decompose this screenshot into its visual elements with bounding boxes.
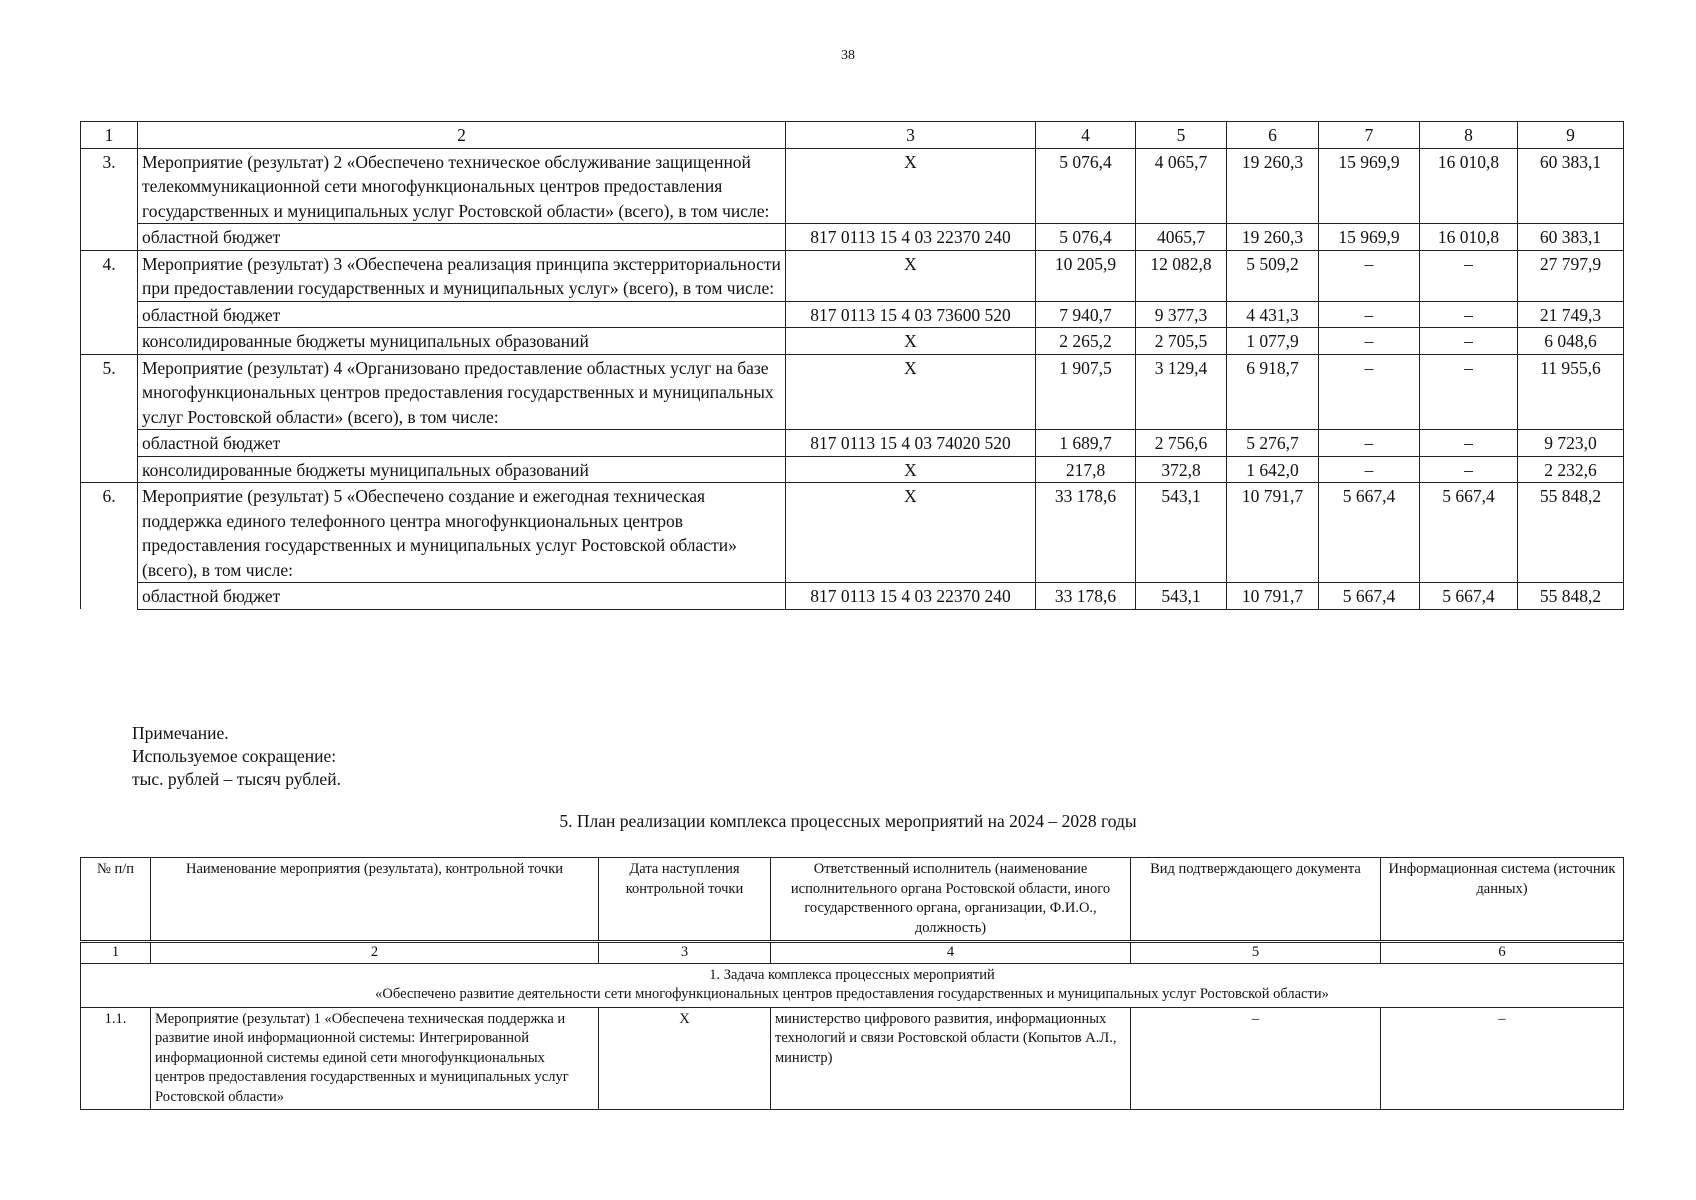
- source-row: [81, 301, 1624, 328]
- budget-code: X: [786, 354, 1036, 430]
- amount-cell: 15 969,9: [1319, 224, 1420, 251]
- column-number: 6: [1381, 942, 1624, 964]
- amount-cell: 4065,7: [1136, 224, 1227, 251]
- amount-cell: –: [1319, 328, 1420, 355]
- funding-source: областной бюджет: [138, 430, 786, 457]
- amount-cell: 2 756,6: [1136, 430, 1227, 457]
- activity-row: [81, 250, 1624, 301]
- control-date: X: [599, 1007, 771, 1110]
- funding-source: областной бюджет: [138, 301, 786, 328]
- header-cell: № п/п: [81, 858, 151, 942]
- row-index: 5.: [81, 354, 138, 483]
- amount-cell: 9 723,0: [1518, 430, 1624, 457]
- source-row: [81, 224, 1624, 251]
- amount-cell: 4 065,7: [1136, 148, 1227, 224]
- amount-cell: 3 129,4: [1136, 354, 1227, 430]
- amount-cell: 6 048,6: [1518, 328, 1624, 355]
- amount-cell: 1 689,7: [1036, 430, 1136, 457]
- amount-cell: 217,8: [1036, 456, 1136, 483]
- amount-cell: 33 178,6: [1036, 483, 1136, 583]
- funding-source: областной бюджет: [138, 224, 786, 251]
- source-row: [81, 583, 1624, 610]
- plan-column-number-row: [81, 942, 1624, 964]
- activity-row: [81, 148, 1624, 224]
- amount-cell: 1 642,0: [1227, 456, 1319, 483]
- task-row: [81, 963, 1624, 1007]
- task-cell: [81, 963, 1624, 1007]
- amount-cell: 10 791,7: [1227, 483, 1319, 583]
- amount-cell: 33 178,6: [1036, 583, 1136, 610]
- column-number: 2: [138, 122, 786, 149]
- column-number: 1: [81, 122, 138, 149]
- amount-cell: 11 955,6: [1518, 354, 1624, 430]
- amount-cell: 27 797,9: [1518, 250, 1624, 301]
- source-row: [81, 430, 1624, 457]
- budget-code: 817 0113 15 4 03 22370 240: [786, 224, 1036, 251]
- page-number: 38: [841, 48, 855, 63]
- amount-cell: 19 260,3: [1227, 148, 1319, 224]
- row-number: 1.1.: [81, 1007, 151, 1110]
- column-number: 5: [1131, 942, 1381, 964]
- note-title: Примечание.: [132, 723, 229, 743]
- amount-cell: 16 010,8: [1420, 224, 1518, 251]
- amount-cell: 5 509,2: [1227, 250, 1319, 301]
- amount-cell: 55 848,2: [1518, 583, 1624, 610]
- row-index: 3.: [81, 148, 138, 250]
- amount-cell: 2 232,6: [1518, 456, 1624, 483]
- amount-cell: –: [1420, 354, 1518, 430]
- plan-table: [80, 857, 1624, 1110]
- column-number: 2: [151, 942, 599, 964]
- activity-name: Мероприятие (результат) 2 «Обеспечено техническое обслуживание защищенной телекоммуникационной сети многофункциональных центров предоставления государственных и муниципальных услуг Ростовской области» (всего), в том числе:: [138, 148, 786, 224]
- amount-cell: 5 667,4: [1319, 483, 1420, 583]
- plan-row: [81, 1007, 1624, 1110]
- amount-cell: –: [1420, 250, 1518, 301]
- amount-cell: 4 431,3: [1227, 301, 1319, 328]
- budget-code: 817 0113 15 4 03 22370 240: [786, 583, 1036, 610]
- amount-cell: –: [1319, 301, 1420, 328]
- amount-cell: 5 076,4: [1036, 224, 1136, 251]
- amount-cell: 15 969,9: [1319, 148, 1420, 224]
- amount-cell: 9 377,3: [1136, 301, 1227, 328]
- note-line: Используемое сокращение:: [132, 746, 337, 766]
- amount-cell: 60 383,1: [1518, 148, 1624, 224]
- activity-name: Мероприятие (результат) 3 «Обеспечена реализация принципа экстерриториальности при предоставлении государственных и муниципальных услуг» (всего), в том числе:: [138, 250, 786, 301]
- funding-source: консолидированные бюджеты муниципальных образований: [138, 328, 786, 355]
- budget-code: 817 0113 15 4 03 73600 520: [786, 301, 1036, 328]
- row-index: 6.: [81, 483, 138, 610]
- header-cell: Наименование мероприятия (результата), контрольной точки: [151, 858, 599, 942]
- budget-header-row: [81, 122, 1624, 149]
- header-cell: Ответственный исполнитель (наименование исполнительного органа Ростовской области, иного государственного органа, организации, Ф.И.О., должность): [771, 858, 1131, 942]
- responsible-executor: министерство цифрового развития, информационных технологий и связи Ростовской области (Копытов А.Л., министр): [771, 1007, 1131, 1110]
- amount-cell: 7 940,7: [1036, 301, 1136, 328]
- section-title: 5. План реализации комплекса процессных мероприятий на 2024 – 2028 годы: [559, 811, 1137, 831]
- column-number: 4: [771, 942, 1131, 964]
- activity-name: Мероприятие (результат) 1 «Обеспечена техническая поддержка и развитие иной информационной системы: Интегрированной информационной системы единой сети многофункциональных центров предоставления государственных и муниципальных услуг Ростовской области»: [151, 1007, 599, 1110]
- budget-code: X: [786, 456, 1036, 483]
- amount-cell: 2 265,2: [1036, 328, 1136, 355]
- information-system: –: [1381, 1007, 1624, 1110]
- activity-row: [81, 483, 1624, 583]
- column-number: 1: [81, 942, 151, 964]
- column-number: 5: [1136, 122, 1227, 149]
- budget-code: 817 0113 15 4 03 74020 520: [786, 430, 1036, 457]
- amount-cell: 372,8: [1136, 456, 1227, 483]
- amount-cell: 543,1: [1136, 583, 1227, 610]
- budget-table: [80, 121, 1624, 610]
- column-number: 3: [599, 942, 771, 964]
- amount-cell: 5 667,4: [1319, 583, 1420, 610]
- amount-cell: –: [1319, 456, 1420, 483]
- activity-name: Мероприятие (результат) 4 «Организовано предоставление областных услуг на базе многофункциональных центров предоставления государственных и муниципальных услуг Ростовской области» (всего), в том числе:: [138, 354, 786, 430]
- amount-cell: 5 667,4: [1420, 483, 1518, 583]
- amount-cell: 6 918,7: [1227, 354, 1319, 430]
- column-number: 6: [1227, 122, 1319, 149]
- budget-code: X: [786, 328, 1036, 355]
- amount-cell: –: [1420, 328, 1518, 355]
- amount-cell: 55 848,2: [1518, 483, 1624, 583]
- task-title: 1. Задача комплекса процессных мероприятий: [709, 966, 995, 983]
- amount-cell: 5 276,7: [1227, 430, 1319, 457]
- amount-cell: 10 791,7: [1227, 583, 1319, 610]
- amount-cell: 5 076,4: [1036, 148, 1136, 224]
- amount-cell: 16 010,8: [1420, 148, 1518, 224]
- column-number: 9: [1518, 122, 1624, 149]
- amount-cell: 1 077,9: [1227, 328, 1319, 355]
- amount-cell: 12 082,8: [1136, 250, 1227, 301]
- column-number: 7: [1319, 122, 1420, 149]
- amount-cell: –: [1420, 456, 1518, 483]
- confirming-document: –: [1131, 1007, 1381, 1110]
- plan-header-row: [81, 858, 1624, 942]
- amount-cell: 60 383,1: [1518, 224, 1624, 251]
- budget-code: X: [786, 148, 1036, 224]
- amount-cell: 19 260,3: [1227, 224, 1319, 251]
- header-cell: Вид подтверждающего документа: [1131, 858, 1381, 942]
- amount-cell: 2 705,5: [1136, 328, 1227, 355]
- amount-cell: –: [1420, 430, 1518, 457]
- funding-source: консолидированные бюджеты муниципальных образований: [138, 456, 786, 483]
- task-description: «Обеспечено развитие деятельности сети многофункциональных центров предоставления государственных и муниципальных услуг Ростовской области»: [375, 986, 1329, 1002]
- budget-code: X: [786, 250, 1036, 301]
- funding-source: областной бюджет: [138, 583, 786, 610]
- source-row: [81, 456, 1624, 483]
- activity-name: Мероприятие (результат) 5 «Обеспечено создание и ежегодная техническая поддержка единого телефонного центра многофункциональных центров предоставления государственных и муниципальных услуг Ростовской области» (всего), в том числе:: [138, 483, 786, 583]
- amount-cell: –: [1319, 430, 1420, 457]
- header-cell: Дата наступления контрольной точки: [599, 858, 771, 942]
- activity-row: [81, 354, 1624, 430]
- source-row: [81, 328, 1624, 355]
- column-number: 8: [1420, 122, 1518, 149]
- amount-cell: 10 205,9: [1036, 250, 1136, 301]
- note-block: [132, 722, 341, 791]
- budget-code: X: [786, 483, 1036, 583]
- amount-cell: –: [1319, 354, 1420, 430]
- header-cell: Информационная система (источник данных): [1381, 858, 1624, 942]
- amount-cell: 21 749,3: [1518, 301, 1624, 328]
- note-line: тыс. рублей – тысяч рублей.: [132, 769, 341, 789]
- column-number: 3: [786, 122, 1036, 149]
- amount-cell: 1 907,5: [1036, 354, 1136, 430]
- column-number: 4: [1036, 122, 1136, 149]
- amount-cell: –: [1420, 301, 1518, 328]
- amount-cell: 5 667,4: [1420, 583, 1518, 610]
- amount-cell: –: [1319, 250, 1420, 301]
- amount-cell: 543,1: [1136, 483, 1227, 583]
- row-index: 4.: [81, 250, 138, 354]
